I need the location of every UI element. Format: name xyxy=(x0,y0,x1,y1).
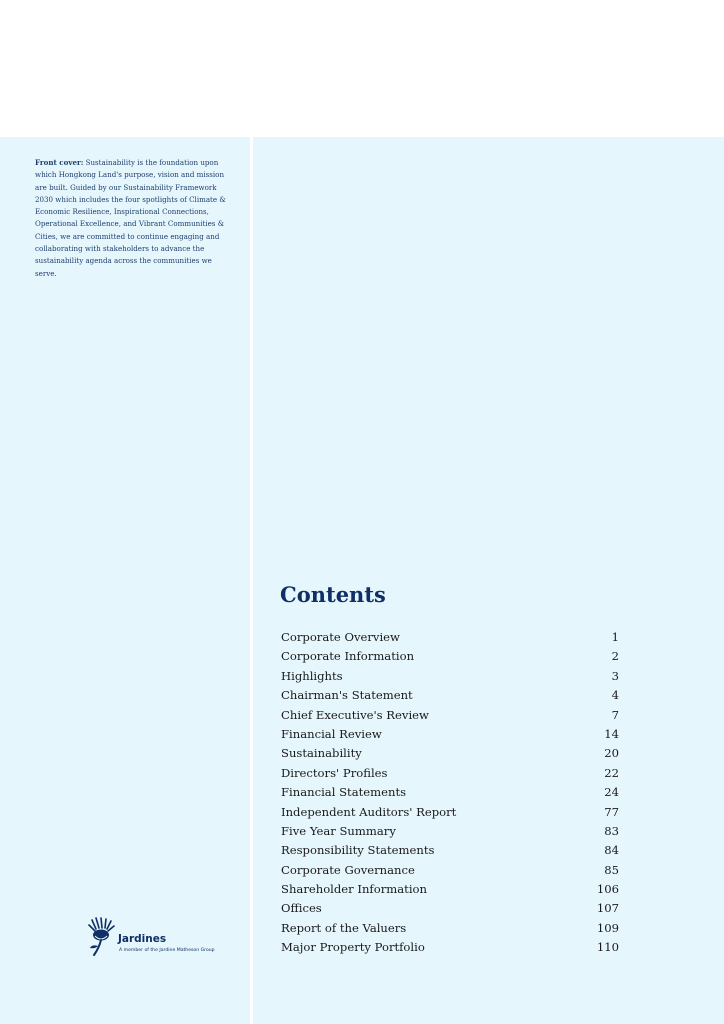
toc-item-page: 85 xyxy=(604,862,619,877)
toc-item-label: Report of the Valuers xyxy=(281,920,407,935)
toc-item[interactable] xyxy=(281,688,621,707)
logo-name: Jardines xyxy=(118,933,167,945)
toc-item-label: Financial Review xyxy=(281,726,382,741)
toc-item-page: 106 xyxy=(596,882,619,897)
toc-item[interactable] xyxy=(281,727,621,746)
toc-item-label: Independent Auditors' Report xyxy=(281,804,457,819)
toc-item-label: Financial Statements xyxy=(281,785,407,800)
toc-item-label: Five Year Summary xyxy=(281,823,396,838)
toc-item[interactable] xyxy=(281,766,621,785)
toc-item[interactable] xyxy=(281,785,621,804)
toc-item-label: Chief Executive's Review xyxy=(281,707,429,722)
toc-item[interactable] xyxy=(281,805,621,824)
toc-item[interactable] xyxy=(281,921,621,940)
toc-item[interactable] xyxy=(281,863,621,882)
toc-item-page: 84 xyxy=(604,843,619,858)
front-cover-label: Front cover: xyxy=(35,158,84,167)
toc-item-page: 7 xyxy=(611,707,619,722)
toc-item-label: Offices xyxy=(281,901,322,916)
toc-item-page: 83 xyxy=(604,823,619,838)
toc-item-page: 1 xyxy=(611,630,619,644)
logo-tagline: A member of the Jardine Matheson Group xyxy=(119,948,215,953)
toc-item-label: Directors' Profiles xyxy=(281,765,388,780)
front-cover-text: Sustainability is the foundation upon which Hongkong Land's purpose, vision and mission are built. Guided by our Sustainability Framework 2030 which includes the four spotlights of Climate & Economic Resilience, Inspirational Connections, Operational Excellence, and Vibrant Communities & Cities, we are committed to continue engaging and collaborating with stakeholders to advance the sustainability agenda across the communities we serve. xyxy=(35,158,226,278)
table-of-contents xyxy=(281,630,621,960)
toc-item-page: 110 xyxy=(596,940,619,955)
thistle-icon xyxy=(86,917,116,957)
toc-item-page: 4 xyxy=(611,688,619,703)
toc-item[interactable] xyxy=(281,669,621,688)
front-cover-caption xyxy=(35,157,235,280)
toc-item-page: 24 xyxy=(604,785,619,800)
toc-item[interactable] xyxy=(281,708,621,727)
toc-item[interactable] xyxy=(281,843,621,862)
toc-item-page: 77 xyxy=(604,804,619,819)
toc-item[interactable] xyxy=(281,824,621,843)
toc-item-page: 20 xyxy=(604,746,619,761)
toc-item[interactable] xyxy=(281,882,621,901)
toc-item[interactable] xyxy=(281,649,621,668)
toc-item-label: Corporate Information xyxy=(281,649,415,664)
toc-item-page: 22 xyxy=(604,765,619,780)
toc-item[interactable] xyxy=(281,630,621,649)
toc-item-label: Corporate Governance xyxy=(281,862,415,877)
jardines-logo xyxy=(86,917,236,959)
toc-item-label: Major Property Portfolio xyxy=(281,940,425,955)
toc-item-page: 2 xyxy=(611,649,619,664)
toc-item-label: Chairman's Statement xyxy=(281,688,413,703)
toc-item-page: 3 xyxy=(611,668,619,683)
toc-item[interactable] xyxy=(281,746,621,765)
toc-item[interactable] xyxy=(281,940,621,959)
toc-item-page: 107 xyxy=(596,901,619,916)
toc-item-label: Sustainability xyxy=(281,746,362,761)
contents-title: Contents xyxy=(280,582,386,607)
toc-item[interactable] xyxy=(281,901,621,920)
toc-item-label: Corporate Overview xyxy=(281,630,400,644)
toc-item-page: 109 xyxy=(596,920,619,935)
toc-item-label: Shareholder Information xyxy=(281,882,427,897)
toc-item-label: Responsibility Statements xyxy=(281,843,435,858)
toc-item-page: 14 xyxy=(604,726,619,741)
toc-item-label: Highlights xyxy=(281,668,343,683)
